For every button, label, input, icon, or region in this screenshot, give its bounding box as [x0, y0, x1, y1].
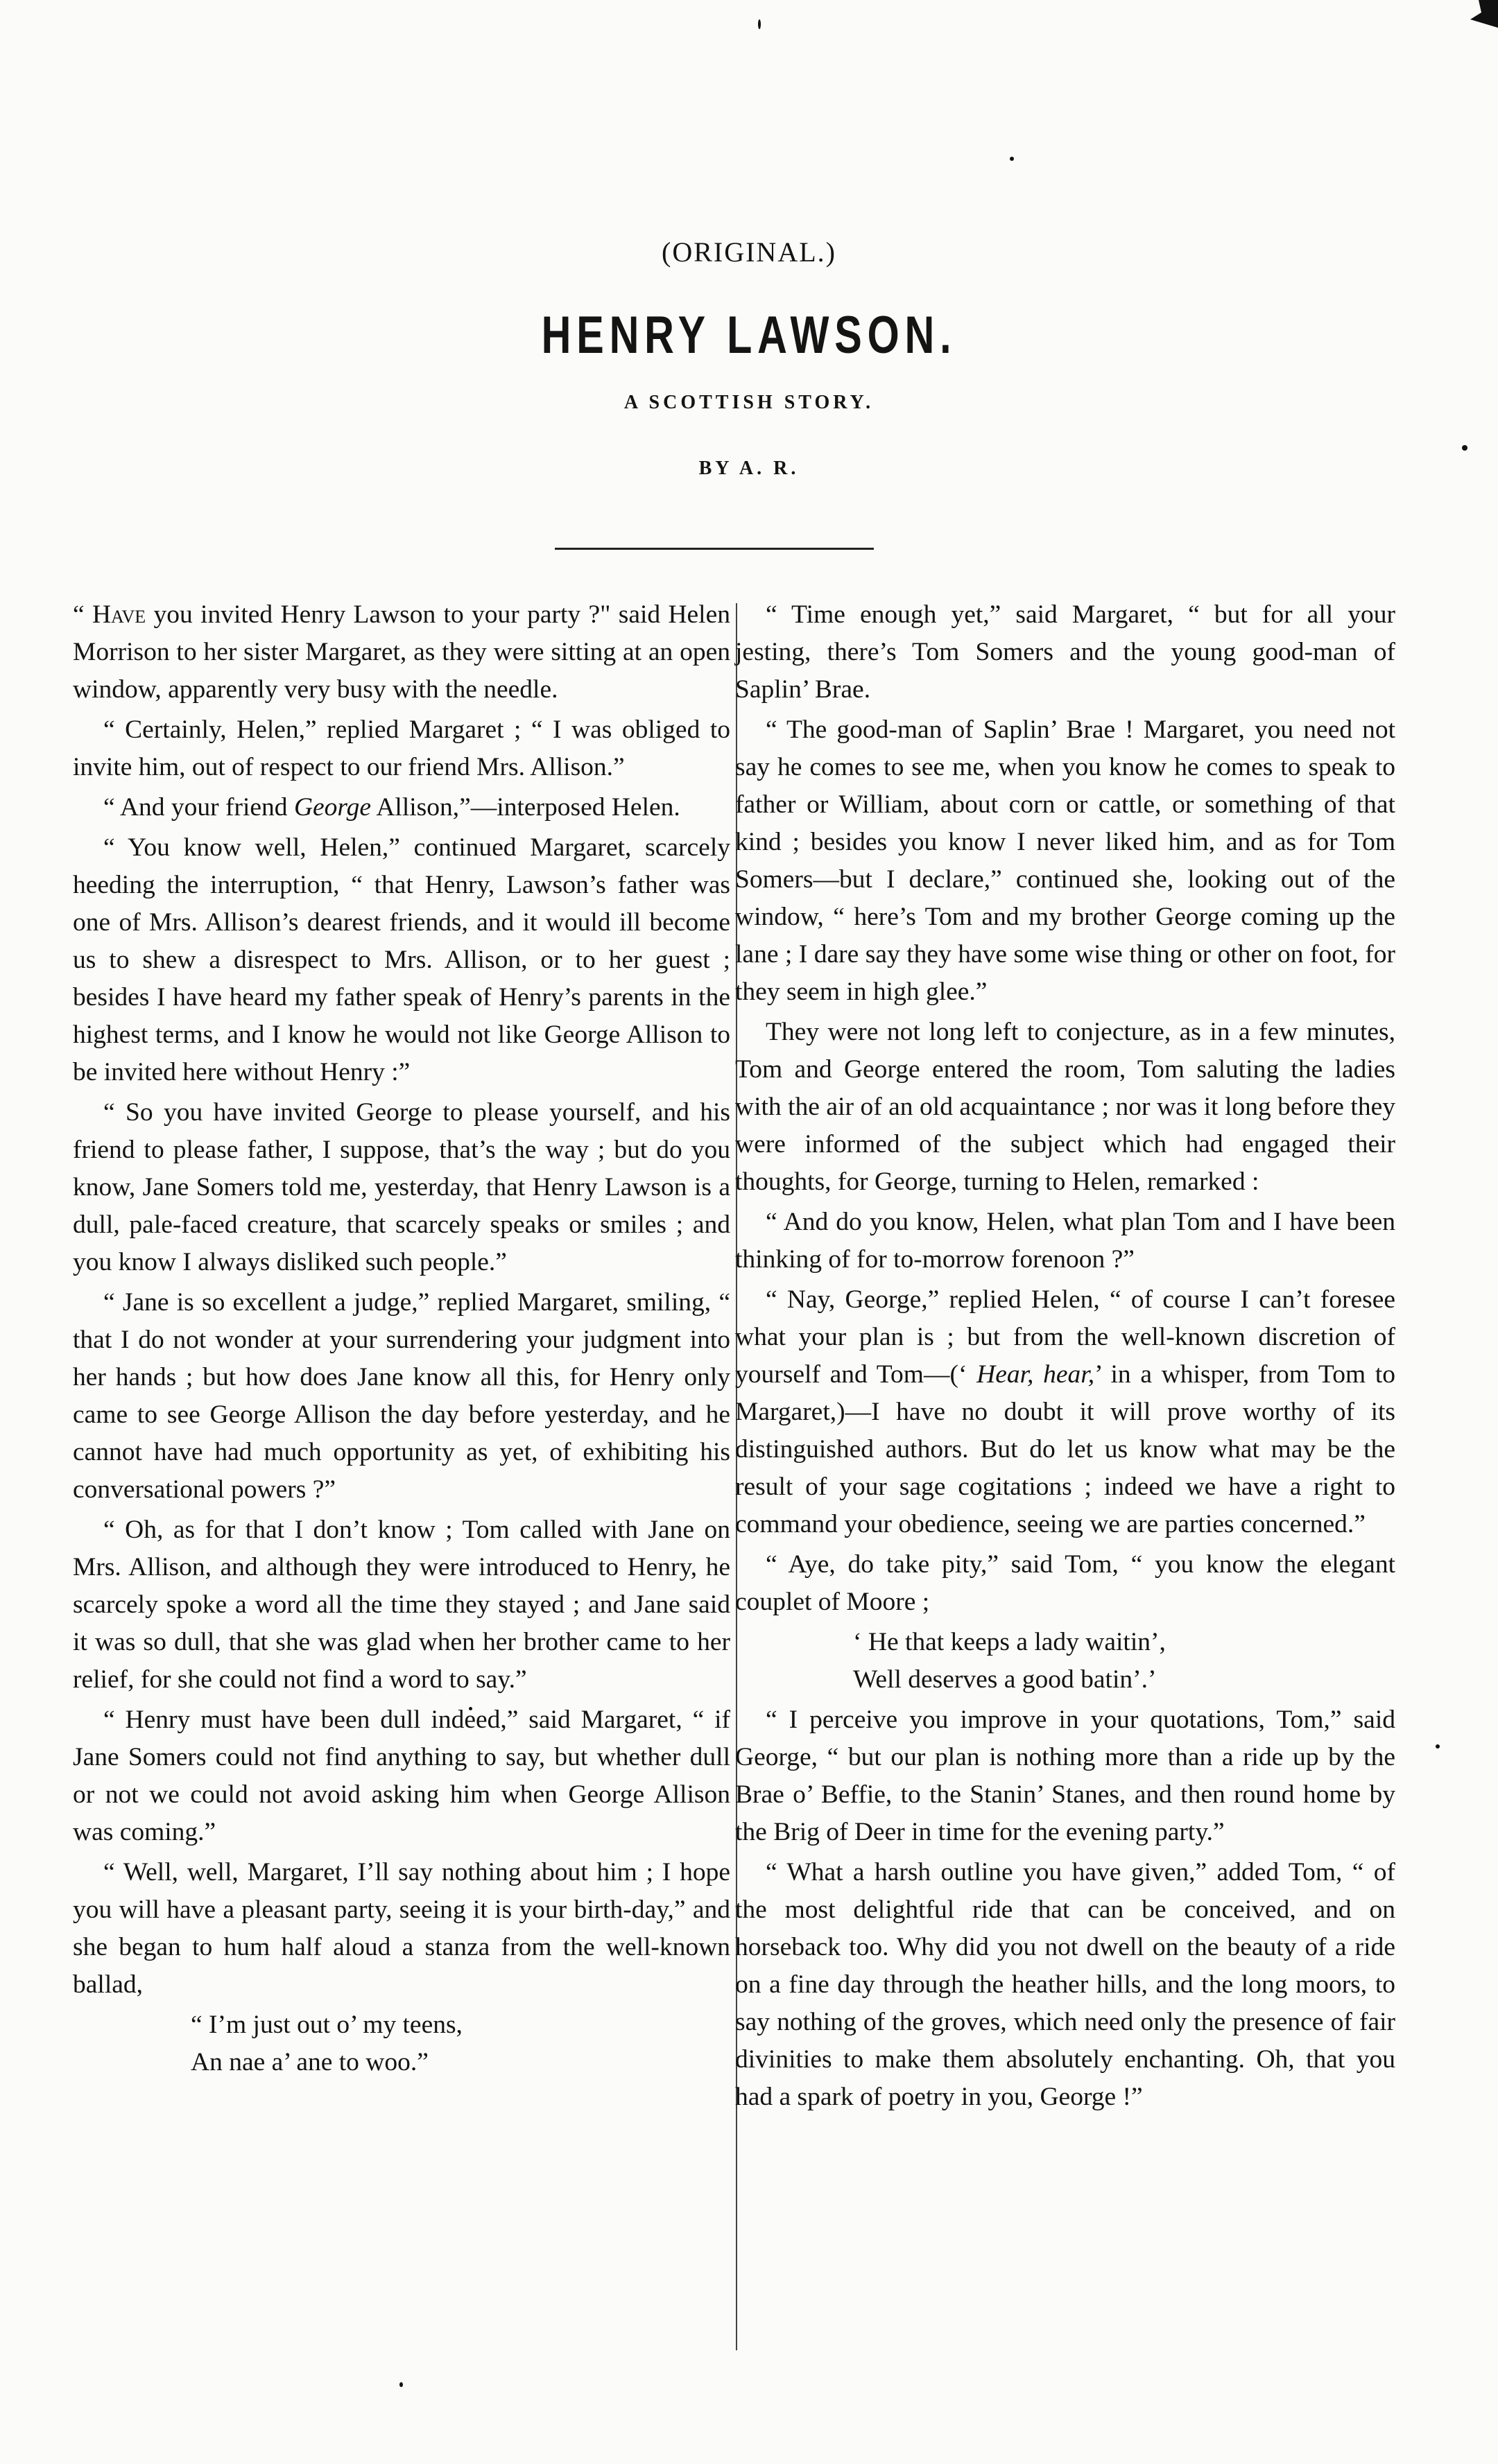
paragraph: “ And do you know, Helen, what plan Tom and I have been thinking of for to-morrow forenoon ?” [735, 1208, 1395, 1274]
paragraph: “ So you have invited George to please yourself, and his friend to please father, I suppose, that’s the way ; but do you know, Jane Somers told me, yesterday, that Henry Lawson is a dull, pale-faced creature, that scarcely speaks or smiles ; and you know I always disliked such people.” [73, 1098, 730, 1276]
paragraph [73, 789, 730, 826]
verse-line: ‘ He that keeps a lady waitin’, [853, 1628, 1166, 1656]
print-speck [1462, 445, 1467, 451]
title-rule [555, 548, 874, 550]
verse [735, 1624, 1395, 1699]
right-column [735, 596, 1395, 2119]
print-speck [1010, 157, 1014, 161]
paragraph: “ What a harsh outline you have given,” added Tom, “ of the most delightful ride that can be conceived, and on horseback too. Why did you not dwell on the beauty of a ride on a fine day through the heather hills, and the long moors, to say nothing of the groves, which need only the presence of fair divinities to make them absolutely enchanting. Oh, that you had a spark of poetry in you, George !” [735, 1858, 1395, 2111]
paragraph: They were not long left to conjecture, as in a few minutes, Tom and George entered the room, Tom saluting the ladies with the air of an old acquaintance ; nor was it long before they were informed of the subject which had engaged their thoughts, for George, turning to Helen, remarked : [735, 1018, 1395, 1196]
paragraph-text: ’ in a whisper, from Tom to Margaret,)—I have no doubt it will prove worthy of its distinguished authors. But do let us know what may be the result of your sage cogitations ; indeed we have a right to command your obedience, seeing we are parties concerned.” [735, 1360, 1396, 1538]
emphasis: Hear, hear, [976, 1360, 1095, 1389]
paragraph: “ Oh, as for that I don’t know ; Tom called with Jane on Mrs. Allison, and although they were introduced to Henry, he scarcely spoke a word all the time they stayed ; and Jane said it was so dull, that she was glad when her brother came to her relief, for she could not find a word to say.” [73, 1516, 730, 1694]
author-byline: BY A. R. [698, 458, 800, 479]
paragraph-text: “ And your friend [103, 793, 294, 822]
verse-line: An nae a’ ane to woo.” [191, 2048, 429, 2076]
paragraph-text: “ Nay, George,” replied Helen, “ of course I can’t foresee what your plan is ; but from the well-known discretion of yourself and Tom—(‘ [735, 1285, 1395, 1389]
paragraph-text: Allison,”—interposed Helen. [371, 793, 680, 822]
verse [73, 2006, 730, 2081]
ink-blot [1470, 0, 1498, 28]
print-speck [1436, 1744, 1440, 1749]
story-subtitle: A SCOTTISH STORY. [623, 392, 875, 413]
paragraph [735, 1281, 1395, 1543]
paragraph: “ Certainly, Helen,” replied Margaret ; “ I was obliged to invite him, out of respect to our friend Mrs. Allison.” [73, 715, 730, 781]
paragraph: “ Time enough yet,” said Margaret, “ but for all your jesting, there’s Tom Somers and the young good-man of Saplin’ Brae. [735, 600, 1395, 704]
dropcap-word: Have [92, 600, 146, 629]
paragraph: “ Well, well, Margaret, I’ll say nothing about him ; I hope you will have a pleasant party, seeing it is your birth-day,” and she began to hum half aloud a stanza from the well-known ballad, [73, 1858, 730, 1999]
verse-line: Well deserves a good batin’.’ [853, 1665, 1157, 1694]
emphasis: George [293, 793, 372, 822]
print-speck [399, 2382, 403, 2387]
left-column [73, 596, 730, 2084]
original-tag: (ORIGINAL.) [662, 236, 836, 268]
opening-quote: “ [73, 600, 92, 629]
paragraph [73, 596, 730, 709]
paragraph: “ You know well, Helen,” continued Margaret, scarcely heeding the interruption, “ that Henry, Lawson’s father was one of Mrs. Allison’s dearest friends, and it would ill become us to shew a disrespect to Mrs. Allison, or to her guest ; besides I have heard my father speak of Henry’s parents in the highest terms, and I know he would not like George Allison to be invited here without Henry :” [73, 833, 730, 1086]
print-speck [758, 19, 761, 29]
paragraph: “ I perceive you improve in your quotations, Tom,” said George, “ but our plan is nothing more than a ride up by the Brae o’ Beffie, to the Stanin’ Stanes, and then round home by the Brig of Deer in time for the evening party.” [735, 1706, 1395, 1846]
paragraph: “ The good-man of Saplin’ Brae ! Margaret, you need not say he comes to see me, when you know he comes to speak to father or William, about corn or cattle, or something of that kind ; besides you know I never liked him, and as for Tom Somers—but I declare,” continued she, looking out of the window, “ here’s Tom and my brother George coming up the lane ; I dare say they have some wise thing or other on foot, for they seem in high glee.” [735, 715, 1395, 1006]
paragraph: “ Henry must have been dull indeed,” said Margaret, “ if Jane Somers could not find anything to say, but whether dull or not we could not avoid asking him when George Allison was coming.” [73, 1706, 730, 1846]
paragraph: “ Jane is so excellent a judge,” replied Margaret, smiling, “ that I do not wonder at your surrendering your judgment into her hands ; but how does Jane know all this, for Henry only came to see George Allison the day before yesterday, and he cannot have had much opportunity as yet, of exhibiting his conversational powers ?” [73, 1288, 730, 1504]
paragraph-text: you invited Henry Lawson to your party ?" said Helen Morrison to her sister Margaret, as they were sitting at an open window, apparently very busy with the needle. [73, 600, 730, 704]
story-title: HENRY LAWSON. [541, 306, 957, 365]
verse-line: “ I’m just out o’ my teens, [191, 2011, 463, 2039]
paragraph: “ Aye, do take pity,” said Tom, “ you know the elegant couplet of Moore ; [735, 1550, 1395, 1616]
